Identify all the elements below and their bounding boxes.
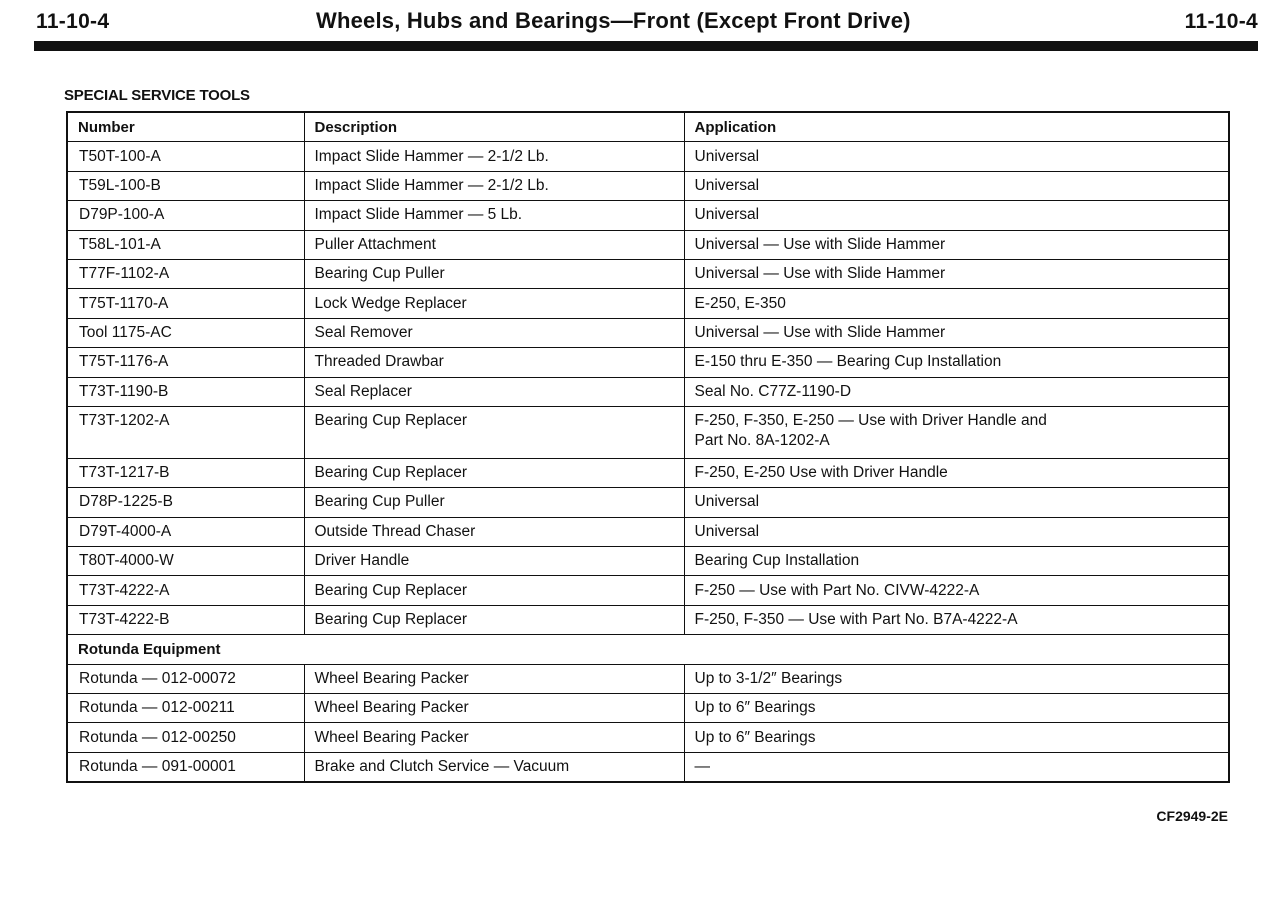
- page-number-left: 11-10-4: [36, 10, 110, 33]
- table-row: [67, 318, 1229, 347]
- application-line: Universal — Use with Slide Hammer: [694, 235, 946, 253]
- tool-rows: [67, 142, 1229, 635]
- table-row: [67, 201, 1229, 230]
- table-row: [67, 576, 1229, 605]
- tool-application-cell: [684, 458, 1229, 487]
- tool-description-cell: Impact Slide Hammer — 5 Lb.: [304, 201, 684, 230]
- tool-application-cell: [684, 664, 1229, 693]
- application-line: Universal: [694, 493, 760, 511]
- tool-description-cell: Impact Slide Hammer — 2-1/2 Lb.: [304, 142, 684, 171]
- tool-number-cell: T75T-1176-A: [67, 348, 304, 377]
- tool-application-cell: [684, 547, 1229, 576]
- tool-description-cell: Brake and Clutch Service — Vacuum: [304, 752, 684, 782]
- tool-number-cell: T75T-1170-A: [67, 289, 304, 318]
- tool-number-cell: Tool 1175-AC: [67, 318, 304, 347]
- group-label: Rotunda Equipment: [67, 635, 1229, 664]
- table-row: [67, 171, 1229, 200]
- tool-description-cell: Seal Remover: [304, 318, 684, 347]
- tool-description-cell: Seal Replacer: [304, 377, 684, 406]
- tool-application-cell: [684, 348, 1229, 377]
- tool-application-cell: [684, 289, 1229, 318]
- application-line: Universal: [694, 176, 760, 194]
- tool-application-cell: [684, 488, 1229, 517]
- column-header-number: Number: [67, 112, 304, 142]
- tool-number-cell: Rotunda — 012-00211: [67, 694, 304, 723]
- tool-application-cell: [684, 142, 1229, 171]
- application-line: Universal — Use with Slide Hammer: [694, 265, 946, 283]
- table-row: [67, 230, 1229, 259]
- table-row: [67, 348, 1229, 377]
- tool-application-cell: [684, 576, 1229, 605]
- table-row: [67, 142, 1229, 171]
- tool-number-cell: D79T-4000-A: [67, 517, 304, 546]
- tool-description-cell: Driver Handle: [304, 547, 684, 576]
- tool-application-cell: [684, 171, 1229, 200]
- table-row: [67, 605, 1229, 634]
- application-line: E-250, E-350: [694, 294, 786, 312]
- table-row: [67, 547, 1229, 576]
- tool-number-cell: T77F-1102-A: [67, 259, 304, 288]
- table-row: [67, 723, 1229, 752]
- application-line: F-250, F-350 — Use with Part No. B7A-4222-A: [694, 611, 1018, 629]
- table-row: [67, 664, 1229, 693]
- table-row: [67, 259, 1229, 288]
- tool-application-cell: [684, 230, 1229, 259]
- page-title: Wheels, Hubs and Bearings—Front (Except Front Drive): [316, 8, 911, 33]
- application-line: Part No. 8A-1202-A: [694, 431, 830, 449]
- application-line: Bearing Cup Installation: [694, 552, 860, 570]
- tool-application-cell: [684, 201, 1229, 230]
- tool-description-cell: Bearing Cup Puller: [304, 259, 684, 288]
- tool-description-cell: Wheel Bearing Packer: [304, 723, 684, 752]
- tool-description-cell: Bearing Cup Puller: [304, 488, 684, 517]
- table-row: [67, 458, 1229, 487]
- tool-description-cell: Threaded Drawbar: [304, 348, 684, 377]
- application-line: —: [694, 758, 710, 775]
- tool-description-cell: Bearing Cup Replacer: [304, 576, 684, 605]
- table-row: [67, 752, 1229, 782]
- tool-description-cell: Wheel Bearing Packer: [304, 664, 684, 693]
- group-header-row: [67, 635, 1229, 664]
- application-line: Seal No. C77Z-1190-D: [694, 382, 852, 400]
- table-row: [67, 488, 1229, 517]
- application-line: E-150 thru E-350 — Bearing Cup Installation: [694, 353, 1002, 371]
- table-row: [67, 694, 1229, 723]
- application-line: Up to 6″ Bearings: [694, 728, 816, 746]
- tool-description-cell: Wheel Bearing Packer: [304, 694, 684, 723]
- tool-number-cell: T80T-4000-W: [67, 547, 304, 576]
- tool-description-cell: Lock Wedge Replacer: [304, 289, 684, 318]
- tool-application-cell: [684, 259, 1229, 288]
- application-line: F-250 — Use with Part No. CIVW-4222-A: [694, 581, 980, 599]
- figure-code: CF2949-2E: [1156, 808, 1228, 824]
- tool-application-cell: [684, 377, 1229, 406]
- tool-application-cell: [684, 605, 1229, 634]
- tool-number-cell: Rotunda — 012-00250: [67, 723, 304, 752]
- special-service-tools-table: [66, 111, 1230, 783]
- tool-number-cell: Rotunda — 012-00072: [67, 664, 304, 693]
- application-line: F-250, F-350, E-250 — Use with Driver Handle and: [694, 411, 1047, 429]
- rotunda-group: [67, 635, 1229, 664]
- tool-number-cell: T73T-1190-B: [67, 377, 304, 406]
- application-line: F-250, E-250 Use with Driver Handle: [694, 464, 948, 482]
- tool-number-cell: T58L-101-A: [67, 230, 304, 259]
- tool-number-cell: D79P-100-A: [67, 201, 304, 230]
- tool-number-cell: T73T-1202-A: [67, 406, 304, 458]
- header-rule: [34, 41, 1258, 51]
- tool-number-cell: D78P-1225-B: [67, 488, 304, 517]
- tool-number-cell: T73T-1217-B: [67, 458, 304, 487]
- application-line: Universal: [694, 522, 760, 540]
- tool-number-cell: T50T-100-A: [67, 142, 304, 171]
- tool-application-cell: [684, 723, 1229, 752]
- tool-application-cell: [684, 752, 1229, 782]
- application-line: Universal — Use with Slide Hammer: [694, 323, 946, 341]
- tool-number-cell: T59L-100-B: [67, 171, 304, 200]
- tool-application-cell: [684, 318, 1229, 347]
- section-title: SPECIAL SERVICE TOOLS: [64, 87, 250, 104]
- tool-description-cell: Bearing Cup Replacer: [304, 605, 684, 634]
- column-header-application: Application: [684, 112, 1229, 142]
- application-line: Universal: [694, 147, 760, 165]
- tool-application-cell: [684, 517, 1229, 546]
- page-header: [36, 8, 1258, 38]
- page-number-right: 11-10-4: [1184, 10, 1258, 33]
- tool-application-cell: [684, 694, 1229, 723]
- application-line: Up to 3-1/2″ Bearings: [694, 669, 843, 687]
- application-line: Universal: [694, 206, 760, 224]
- tool-application-cell: [684, 406, 1229, 458]
- table-row: [67, 406, 1229, 458]
- tool-number-cell: Rotunda — 091-00001: [67, 752, 304, 782]
- tool-description-cell: Bearing Cup Replacer: [304, 406, 684, 458]
- table-header-row: [67, 112, 1229, 142]
- table-row: [67, 289, 1229, 318]
- column-header-description: Description: [304, 112, 684, 142]
- tool-description-cell: Outside Thread Chaser: [304, 517, 684, 546]
- tool-description-cell: Bearing Cup Replacer: [304, 458, 684, 487]
- application-line: Up to 6″ Bearings: [694, 699, 816, 717]
- table-row: [67, 377, 1229, 406]
- tool-description-cell: Puller Attachment: [304, 230, 684, 259]
- tool-number-cell: T73T-4222-B: [67, 605, 304, 634]
- tool-description-cell: Impact Slide Hammer — 2-1/2 Lb.: [304, 171, 684, 200]
- table-row: [67, 517, 1229, 546]
- tool-number-cell: T73T-4222-A: [67, 576, 304, 605]
- rotunda-rows: [67, 664, 1229, 782]
